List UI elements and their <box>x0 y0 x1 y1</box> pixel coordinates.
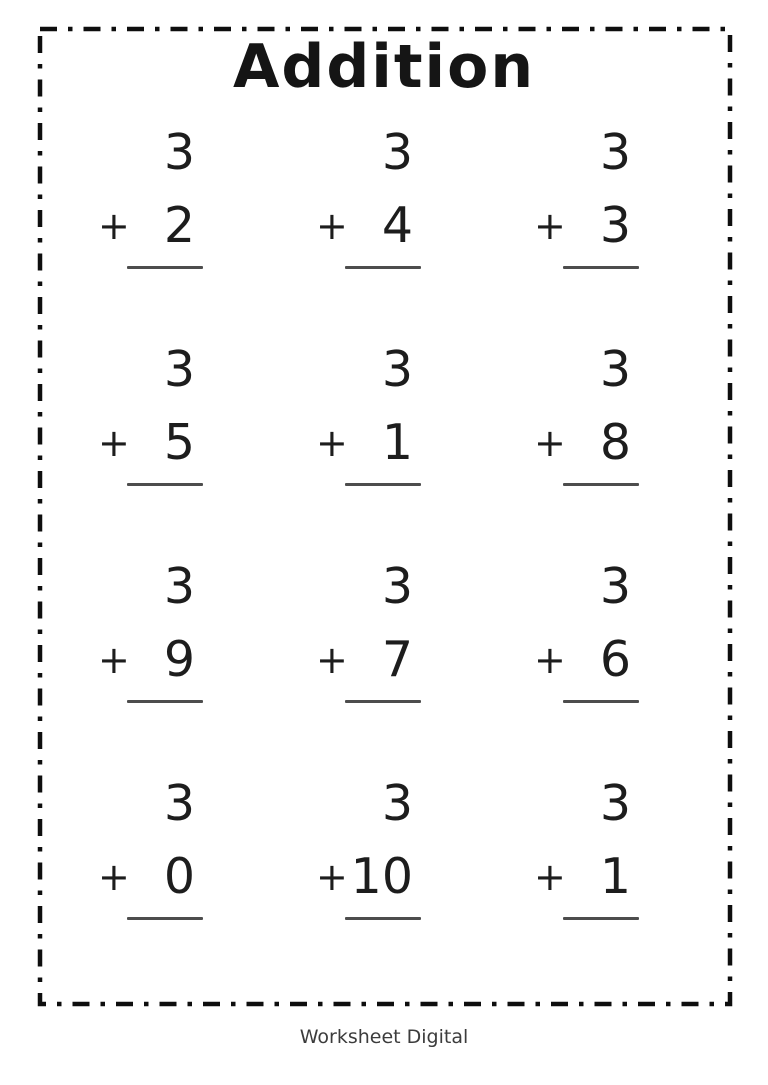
addend-top: 3 <box>163 341 195 398</box>
addition-problem <box>278 774 428 920</box>
plus-operator: + <box>316 421 348 465</box>
page-title: Addition <box>232 32 536 102</box>
answer-blank-line <box>563 266 639 269</box>
operator-row <box>496 630 646 690</box>
addition-problem <box>496 123 646 269</box>
operator-row <box>496 413 646 473</box>
answer-blank-line <box>563 700 639 703</box>
operator-row <box>278 847 428 907</box>
addend-bottom: 3 <box>599 197 631 254</box>
addend-top: 3 <box>599 124 631 181</box>
addend-bottom: 5 <box>163 414 195 471</box>
addend-top: 3 <box>381 124 413 181</box>
answer-blank-line <box>345 917 421 920</box>
addend-top: 3 <box>599 775 631 832</box>
operator-row <box>60 413 210 473</box>
operator-row <box>496 196 646 256</box>
addend-bottom: 8 <box>599 414 631 471</box>
answer-blank-line <box>127 266 203 269</box>
operator-row <box>278 413 428 473</box>
addition-problem <box>60 123 210 269</box>
plus-operator: + <box>98 855 130 899</box>
plus-operator: + <box>98 204 130 248</box>
addition-problem <box>60 340 210 486</box>
addend-top: 3 <box>599 558 631 615</box>
plus-operator: + <box>534 855 566 899</box>
addend-top: 3 <box>163 558 195 615</box>
addition-problem <box>60 557 210 703</box>
addend-top: 3 <box>163 775 195 832</box>
answer-blank-line <box>345 483 421 486</box>
addend-bottom: 4 <box>381 197 413 254</box>
addend-top: 3 <box>163 124 195 181</box>
plus-operator: + <box>534 204 566 248</box>
addend-bottom: 1 <box>381 414 413 471</box>
operator-row <box>278 630 428 690</box>
problems-grid <box>60 123 646 920</box>
answer-blank-line <box>563 483 639 486</box>
answer-blank-line <box>563 917 639 920</box>
answer-blank-line <box>345 266 421 269</box>
addition-problem <box>60 774 210 920</box>
plus-operator: + <box>534 421 566 465</box>
plus-operator: + <box>98 421 130 465</box>
addition-problem <box>278 557 428 703</box>
plus-operator: + <box>316 638 348 682</box>
addition-problem <box>278 340 428 486</box>
plus-operator: + <box>316 855 348 899</box>
answer-blank-line <box>127 917 203 920</box>
addend-bottom: 7 <box>381 631 413 688</box>
addend-top: 3 <box>381 558 413 615</box>
addition-problem <box>496 557 646 703</box>
addend-bottom: 2 <box>163 197 195 254</box>
answer-blank-line <box>345 700 421 703</box>
addend-bottom: 1 <box>599 848 631 905</box>
addition-problem <box>496 774 646 920</box>
addend-bottom: 0 <box>163 848 195 905</box>
addend-bottom: 9 <box>163 631 195 688</box>
addition-problem <box>278 123 428 269</box>
answer-blank-line <box>127 700 203 703</box>
answer-blank-line <box>127 483 203 486</box>
addend-top: 3 <box>381 341 413 398</box>
operator-row <box>60 847 210 907</box>
addend-top: 3 <box>599 341 631 398</box>
operator-row <box>60 630 210 690</box>
plus-operator: + <box>98 638 130 682</box>
addend-top: 3 <box>381 775 413 832</box>
plus-operator: + <box>534 638 566 682</box>
footer-brand-text: Worksheet Digital <box>299 1026 469 1048</box>
plus-operator: + <box>316 204 348 248</box>
addend-bottom: 6 <box>599 631 631 688</box>
operator-row <box>60 196 210 256</box>
addend-bottom: 10 <box>350 848 413 905</box>
operator-row <box>278 196 428 256</box>
addition-problem <box>496 340 646 486</box>
operator-row <box>496 847 646 907</box>
